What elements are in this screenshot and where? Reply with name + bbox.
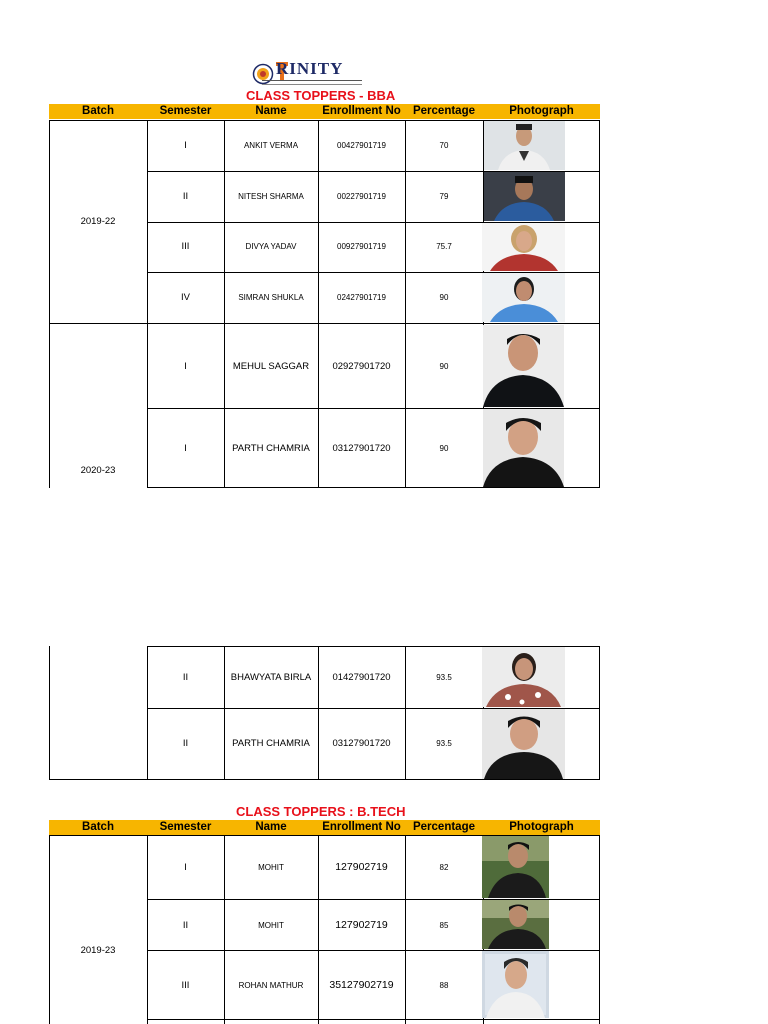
name-cell: MOHIT [258,921,284,930]
batch-2019-22: 2019-22 [80,216,116,227]
student-photo [483,325,564,407]
semester-cell: IV [181,292,190,303]
semester-cell: III [181,241,190,252]
semester-cell: II [182,738,189,749]
name-cell: PARTH CHAMRIA [232,443,310,454]
percentage-cell: 85 [439,921,449,930]
student-photo [484,172,565,221]
header-semester: Semester [159,105,212,117]
logo-tagline [262,80,362,85]
header-photograph: Photograph [509,821,574,833]
semester-cell: I [184,862,187,873]
enrollment-cell: 00227901719 [337,192,386,201]
percentage-cell: 90 [439,444,449,453]
enrollment-cell: 03127901720 [332,443,391,454]
header-name: Name [255,821,287,833]
semester-cell: II [182,920,189,931]
semester-cell: I [184,361,187,372]
btech-header-row [49,820,600,835]
enrollment-cell: 127902719 [335,861,388,873]
enrollment-cell: 127902719 [335,919,388,931]
semester-cell: II [182,672,189,683]
percentage-cell: 93.5 [436,739,452,748]
name-cell: SIMRAN SHUKLA [238,293,304,302]
percentage-cell: 79 [439,192,449,201]
header-photograph: Photograph [509,105,574,117]
batch-2020-23: 2020-23 [80,465,116,476]
percentage-cell: 75.7 [436,242,452,251]
percentage-cell: 90 [439,362,449,371]
enrollment-cell: 03127901720 [332,738,391,749]
semester-cell: I [184,140,187,151]
name-cell: DIVYA YADAV [245,242,297,251]
name-cell: ROHAN MATHUR [238,981,304,990]
header-percentage: Percentage [412,821,475,833]
semester-cell: III [181,980,190,991]
enrollment-cell: 02927901720 [332,361,391,372]
header-percentage: Percentage [412,105,475,117]
name-cell: MEHUL SAGGAR [232,361,310,372]
name-cell: ANKIT VERMA [243,141,299,150]
percentage-cell: 88 [439,981,449,990]
student-photo [482,951,549,1018]
student-photo [483,409,564,487]
student-photo [482,836,549,898]
name-cell: MOHIT [258,863,284,872]
student-photo [482,223,565,271]
semester-cell: I [184,443,187,454]
header-enrollment: Enrollment No [322,105,401,117]
student-photo [482,647,565,707]
batch-2019-23: 2019-23 [80,945,116,956]
name-cell: PARTH CHAMRIA [232,738,310,749]
logo-text: RINITY [276,59,344,78]
enrollment-cell: 00427901719 [337,141,386,150]
percentage-cell: 90 [439,293,449,302]
bba-header-row [49,104,600,119]
btech-title: CLASS TOPPERS : B.TECH [236,804,406,819]
header-enrollment: Enrollment No [322,821,401,833]
name-cell: NITESH SHARMA [238,192,304,201]
bba-title: CLASS TOPPERS - BBA [246,88,396,103]
percentage-cell: 93.5 [436,673,452,682]
student-photo [482,273,565,322]
header-semester: Semester [159,821,212,833]
percentage-cell: 82 [439,863,449,872]
semester-cell: II [182,191,189,202]
header-batch: Batch [82,105,114,117]
student-photo [484,121,565,170]
enrollment-cell: 01427901720 [332,672,391,683]
enrollment-cell: 00927901719 [337,242,386,251]
enrollment-cell: 35127902719 [329,979,394,991]
name-cell: BHAWYATA BIRLA [230,672,312,683]
percentage-cell: 70 [439,141,449,150]
header-batch: Batch [82,821,114,833]
header-name: Name [255,105,287,117]
student-photo [482,709,565,779]
student-photo [482,900,549,949]
enrollment-cell: 02427901719 [337,293,386,302]
